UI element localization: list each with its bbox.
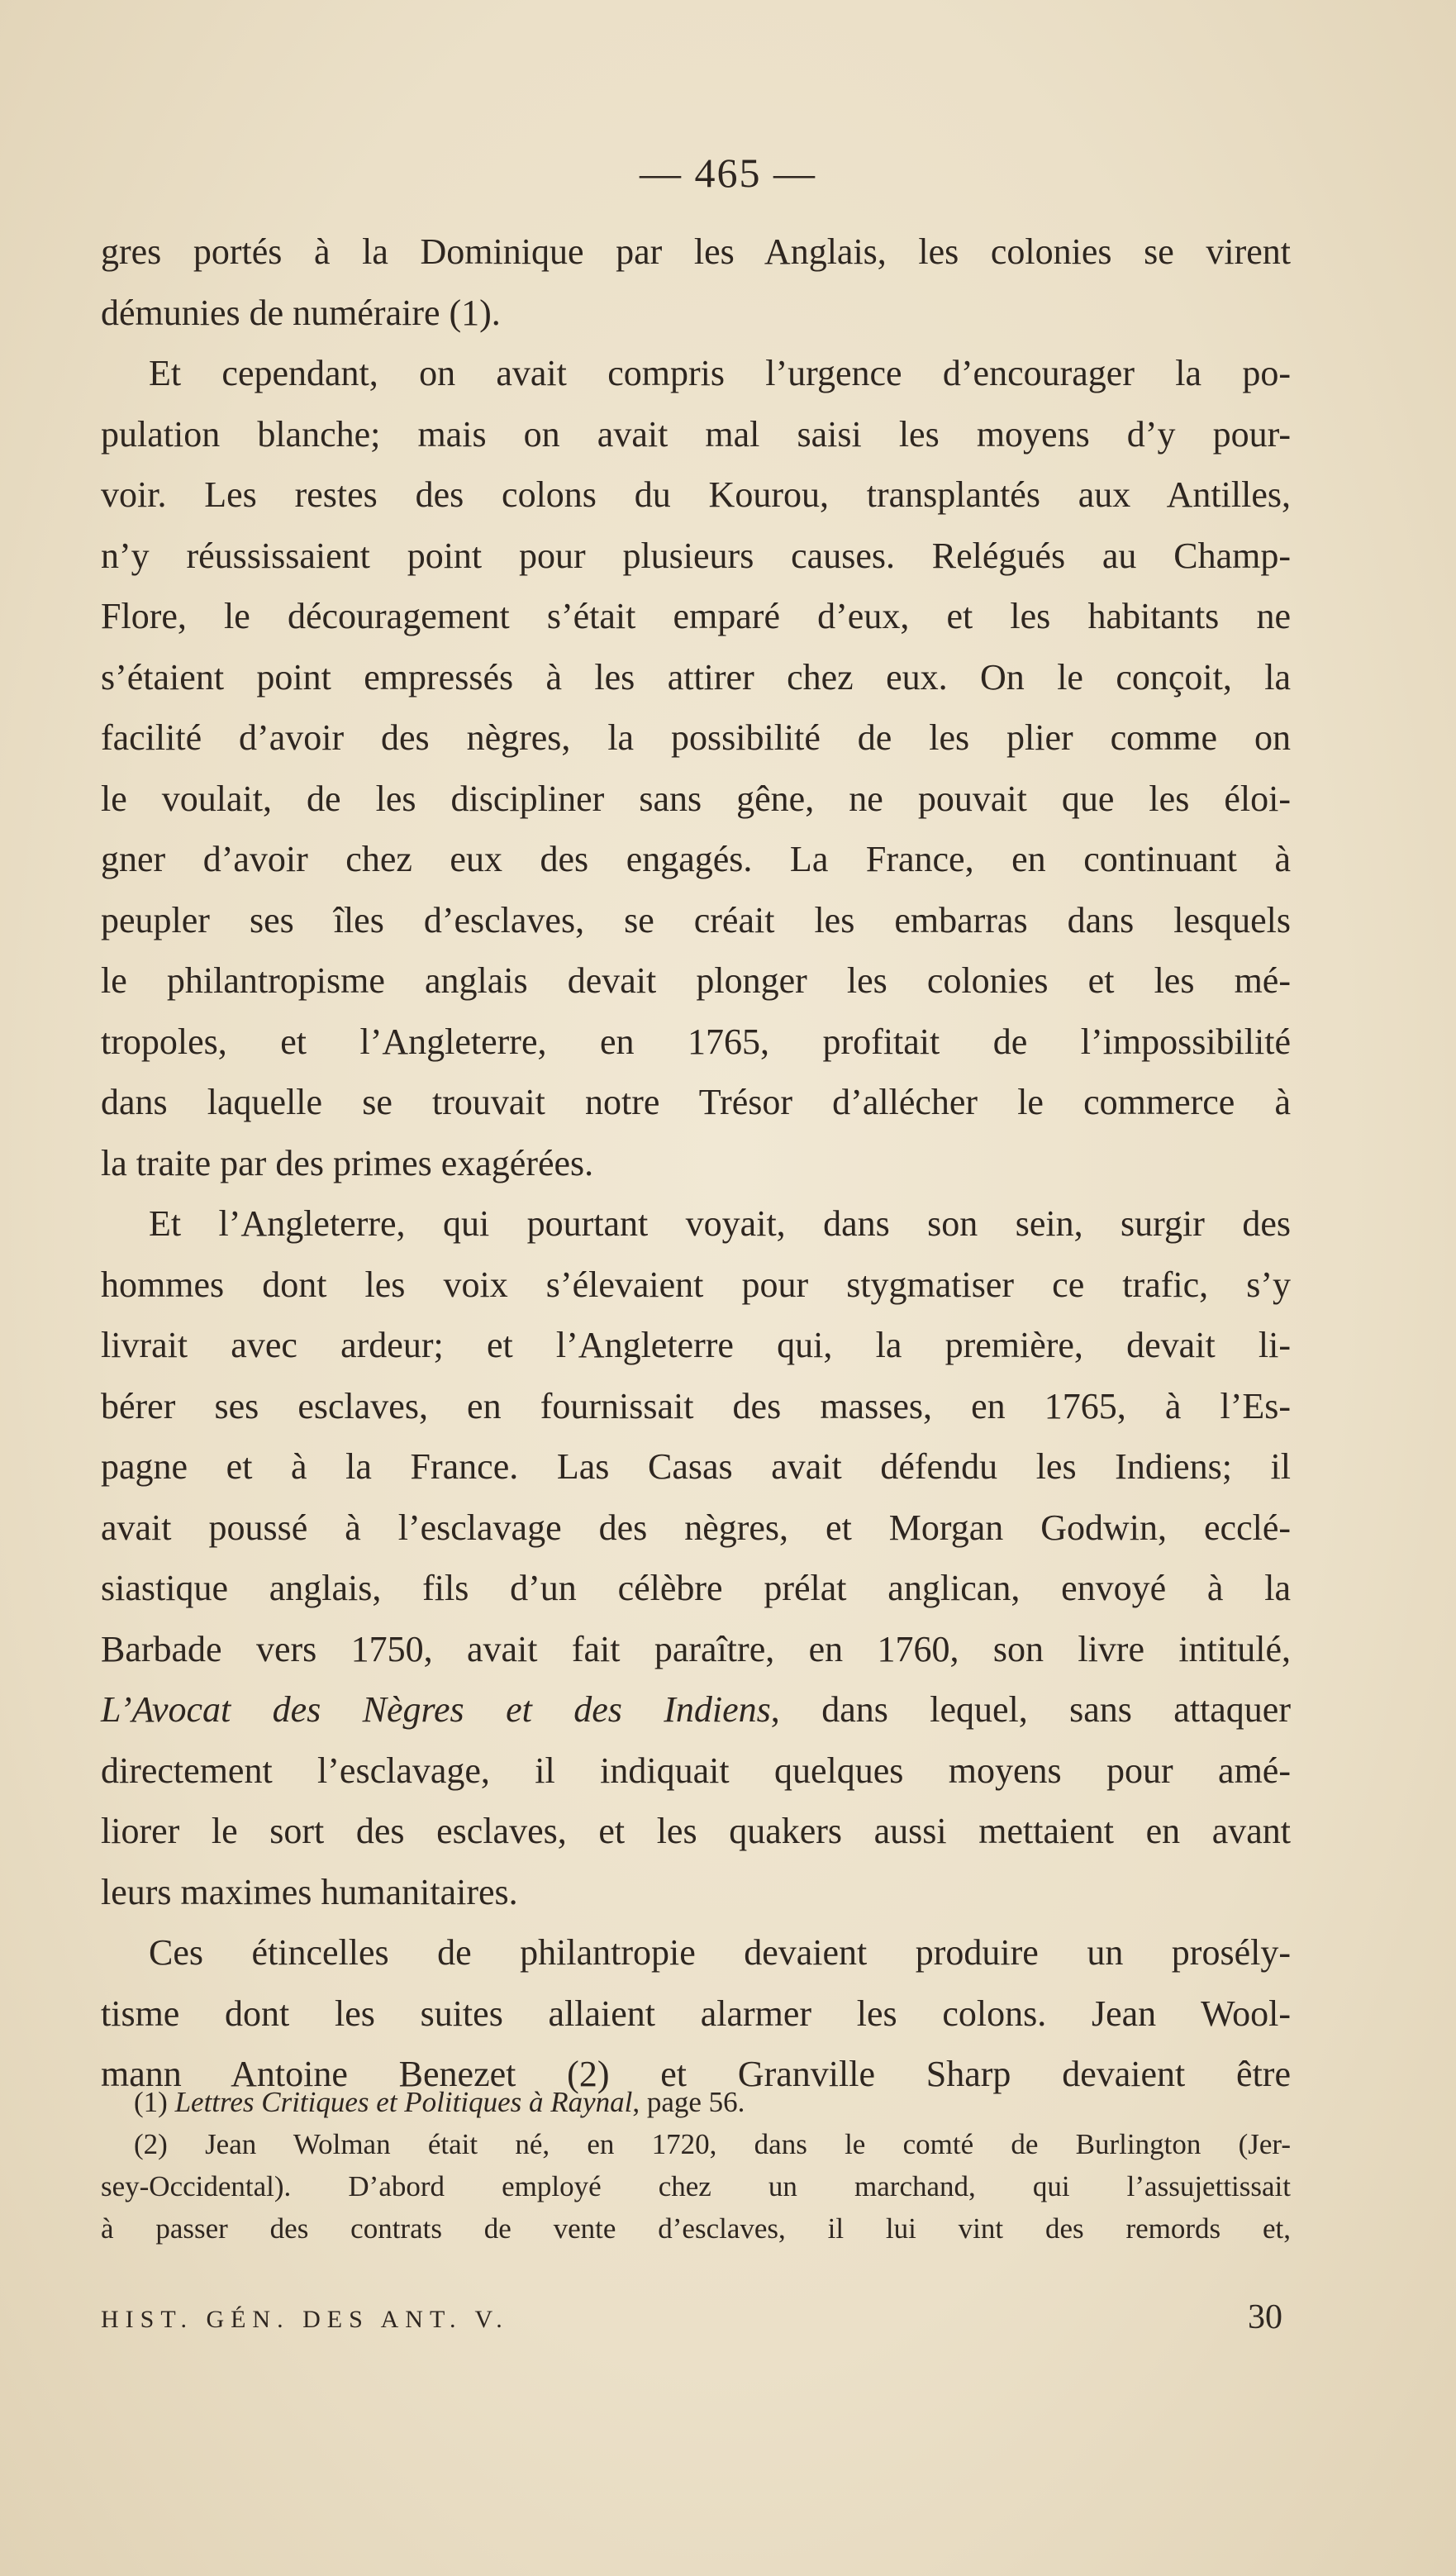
text-line: peupler ses îles d’esclaves, se créait les embarras dans lesquels	[101, 899, 1291, 940]
text-line: gner d’avoir chez eux des engagés. La France, en continuant à	[101, 839, 1291, 879]
text-line: hommes dont les voix s’élevaient pour stygmatiser ce trafic, s’y	[101, 1264, 1291, 1305]
text-line: avait poussé à l’esclavage des nègres, et Morgan Godwin, ecclé-	[101, 1507, 1291, 1548]
text-line: gres portés à la Dominique par les Anglais, les colonies se virent	[101, 231, 1291, 272]
text-line: tisme dont les suites allaient alarmer les colons. Jean Wool-	[101, 1993, 1291, 2034]
body-text	[101, 221, 1291, 2105]
book-title: L’Avocat des Nègres et des Indiens	[101, 1689, 771, 1730]
footnote-marker: (1)	[134, 2086, 175, 2118]
footnotes	[101, 2081, 1291, 2250]
footnote-2-line: sey-Occidental). D’abord employé chez un marchand, qui l’assujettissait	[101, 2170, 1291, 2202]
text-line: directement l’esclavage, il indiquait quelques moyens pour amé-	[101, 1750, 1291, 1791]
text-line: démunies de numéraire (1).	[101, 292, 501, 333]
text-line: le philantropisme anglais devait plonger les colonies et les mé-	[101, 960, 1291, 1001]
text-line: leurs maximes humanitaires.	[101, 1871, 518, 1912]
text-line: la traite par des primes exagérées.	[101, 1142, 594, 1183]
text-line	[101, 1679, 1291, 1740]
text-line: n’y réussissaient point pour plusieurs causes. Relégués au Champ-	[101, 535, 1291, 576]
text-line: le voulait, de les discipliner sans gêne, ne pouvait que les éloi-	[101, 778, 1291, 819]
page-footer	[101, 2297, 1291, 2347]
text-line: livrait avec ardeur; et l’Angleterre qui, la première, devait li-	[101, 1325, 1291, 1365]
footnote-2-line: à passer des contrats de vente d’esclaves, il lui vint des remords et,	[101, 2212, 1291, 2245]
text-line: tropoles, et l’Angleterre, en 1765, profitait de l’impossibilité	[101, 1021, 1291, 1062]
footnote-2-line: (2) Jean Wolman était né, en 1720, dans le comté de Burlington (Jer-	[134, 2128, 1291, 2160]
text-line: bérer ses esclaves, en fournissait des masses, en 1765, à l’Es-	[101, 1385, 1291, 1426]
text-line: voir. Les restes des colons du Kourou, transplantés aux Antilles,	[101, 474, 1291, 515]
text-fragment: , dans lequel, sans attaquer	[770, 1689, 1291, 1730]
text-line: dans laquelle se trouvait notre Trésor d’allécher le commerce à	[101, 1082, 1291, 1122]
text-line: facilité d’avoir des nègres, la possibilité de les plier comme on	[101, 717, 1291, 758]
text-line: Et l’Angleterre, qui pourtant voyait, dans son sein, surgir des	[149, 1203, 1291, 1244]
printer-signature: HIST. GÉN. DES ANT. V.	[101, 2306, 509, 2333]
text-line: mann Antoine Benezet (2) et Granville Sharp devaient être	[101, 2054, 1291, 2094]
text-line: pulation blanche; mais on avait mal saisi les moyens d’y pour-	[101, 413, 1291, 455]
footnote-title: Lettres Critiques et Politiques à Raynal	[174, 2086, 633, 2118]
text-line: pagne et à la France. Las Casas avait défendu les Indiens; il	[101, 1446, 1291, 1487]
sheet-number: 30	[1248, 2298, 1282, 2336]
text-line: Barbade vers 1750, avait fait paraître, en 1760, son livre intitulé,	[101, 1628, 1291, 1669]
text-line: Et cependant, on avait compris l’urgence d’encourager la po-	[149, 353, 1291, 393]
text-line: liorer le sort des esclaves, et les quakers aussi mettaient en avant	[101, 1811, 1291, 1851]
footnote-1	[101, 2081, 1291, 2123]
page-number: — 465 —	[640, 150, 816, 196]
text-line: Ces étincelles de philantropie devaient produire un prosély-	[149, 1932, 1291, 1973]
footnote-fragment: , page 56.	[632, 2086, 745, 2118]
text-line: s’étaient point empressés à les attirer chez eux. On le conçoit, la	[101, 656, 1291, 698]
text-line: Flore, le découragement s’était emparé d’eux, et les habitants ne	[101, 596, 1291, 636]
text-line: siastique anglais, fils d’un célèbre prélat anglican, envoyé à la	[101, 1568, 1291, 1608]
